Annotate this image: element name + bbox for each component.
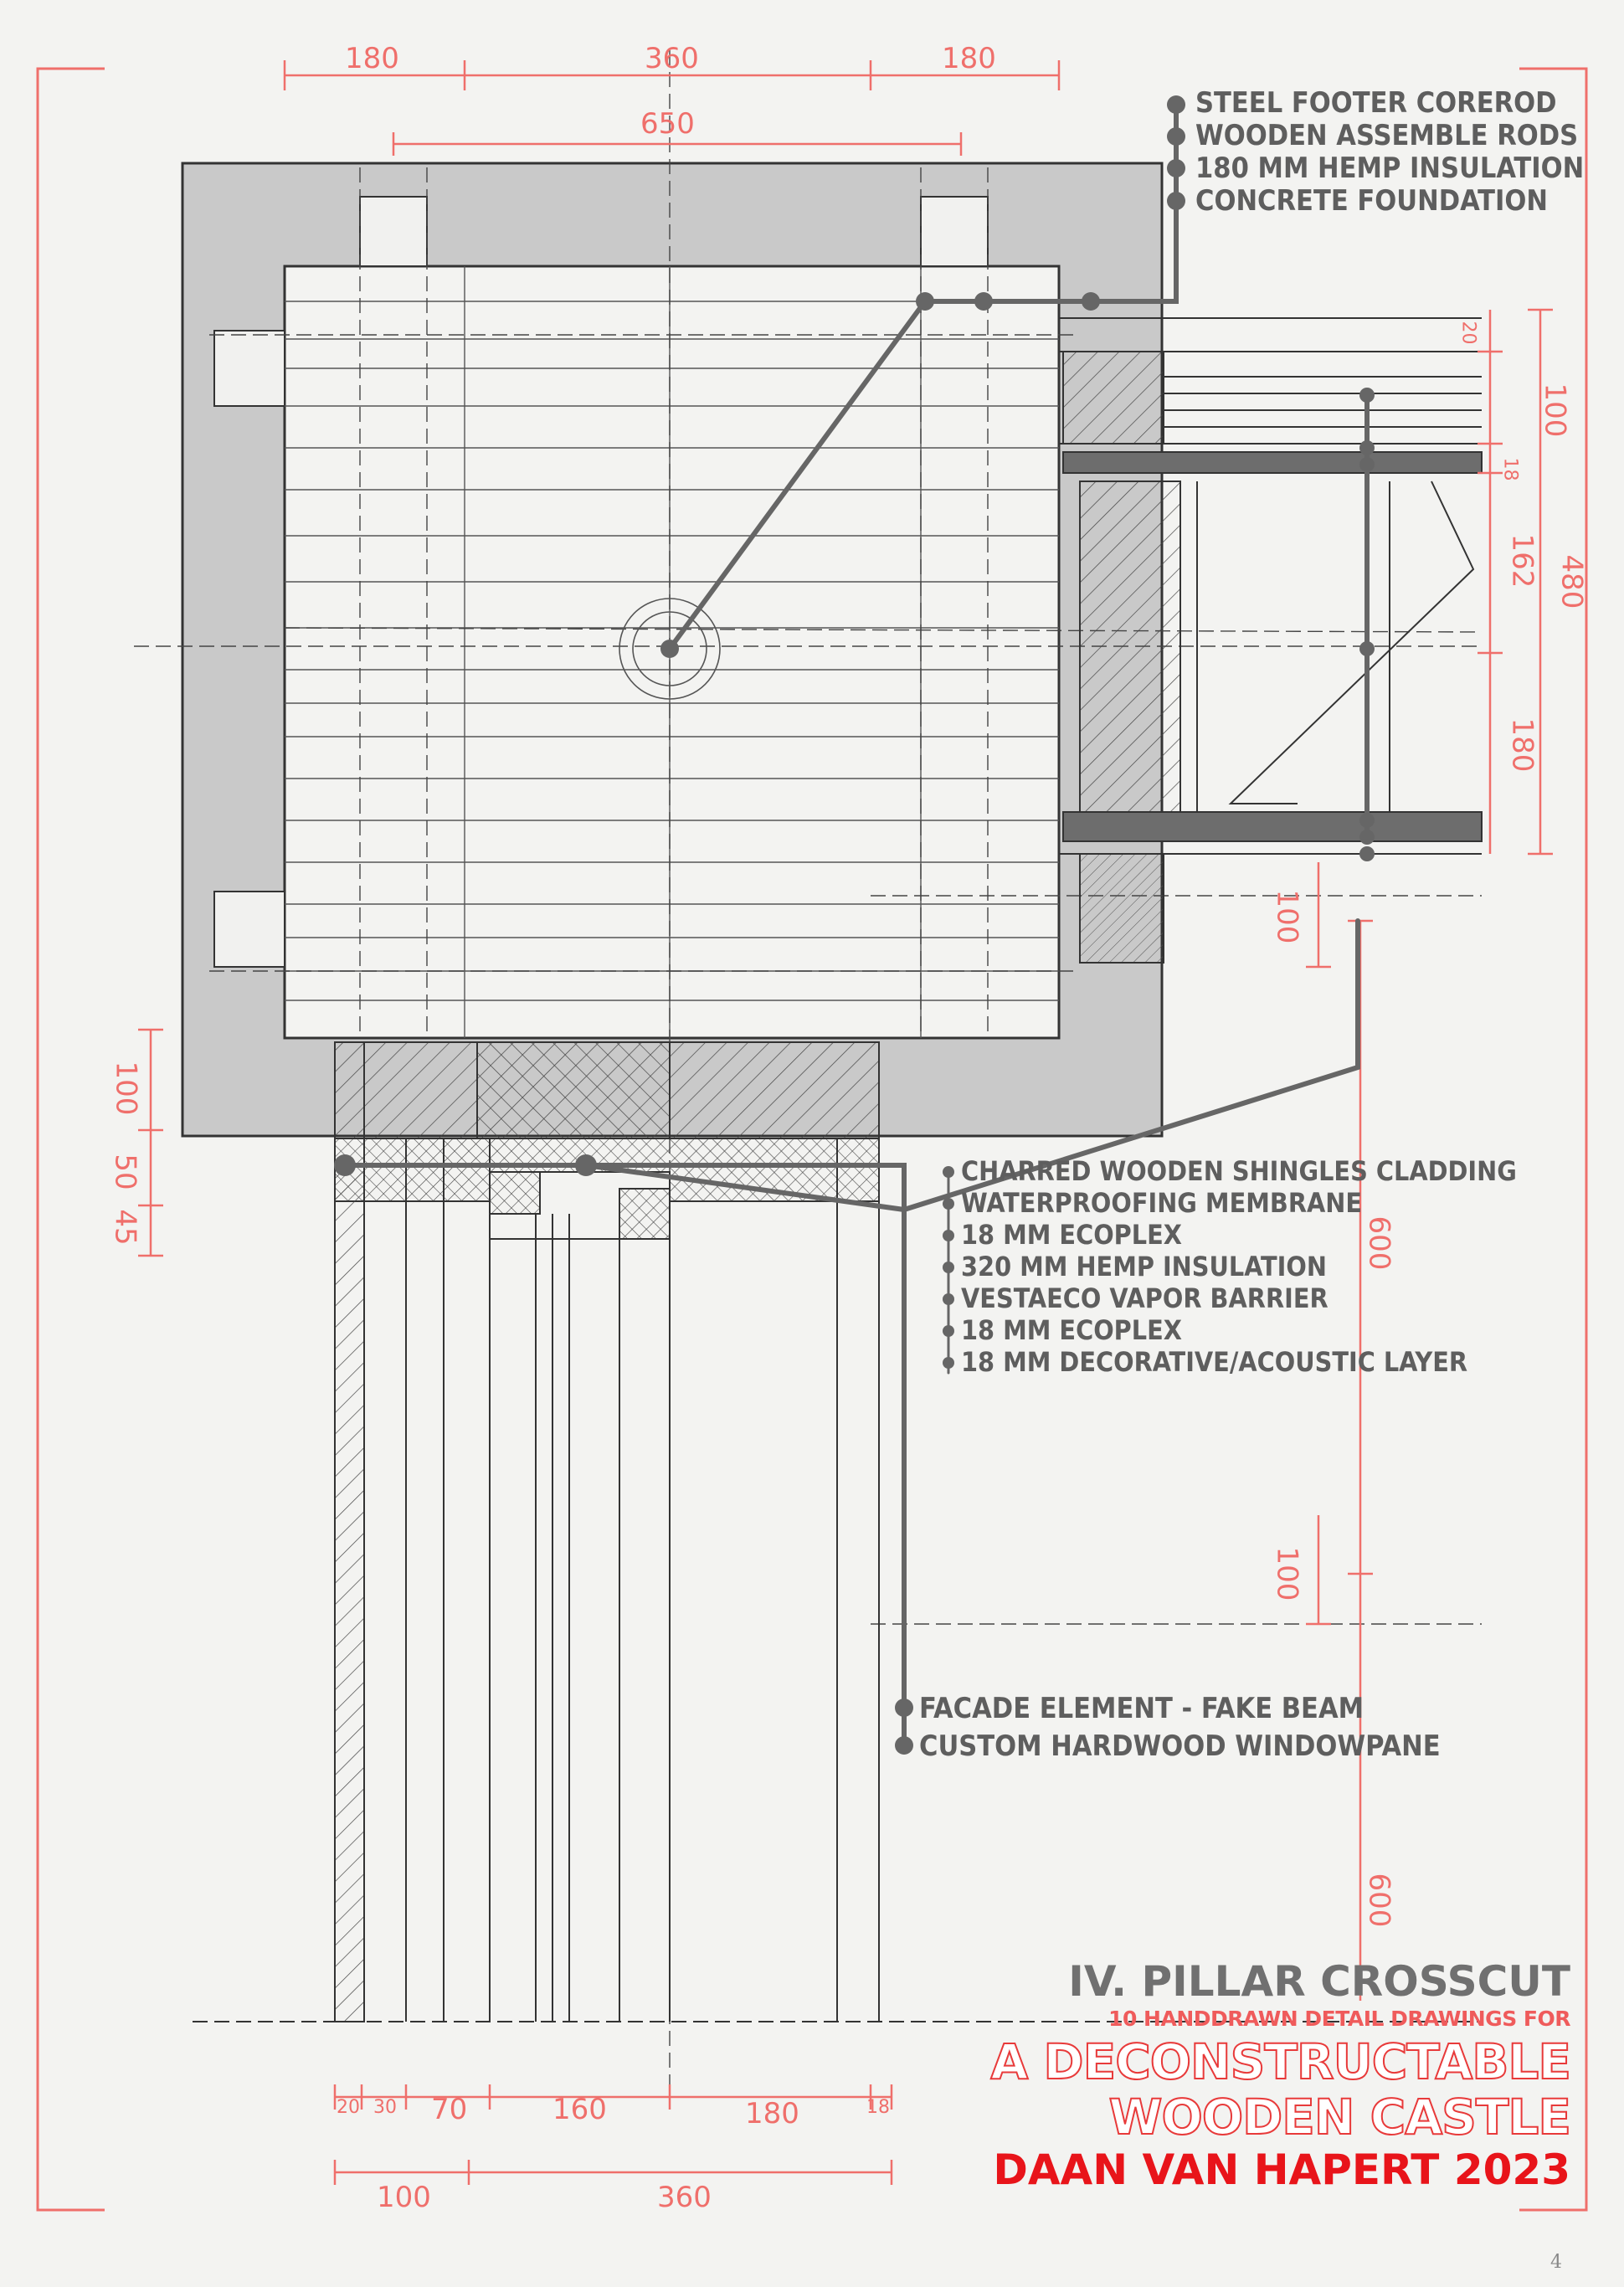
title-block [990,1959,1570,2195]
callout-waterproofing-membrane: WATERPROOFING MEMBRANE [961,1187,1363,1219]
dim-bottom-18: 18 [866,2097,890,2118]
dim-window-100-lower: 100 [1270,1546,1304,1601]
dim-right-18: 18 [1499,457,1521,481]
dim-right-20: 20 [1457,321,1479,345]
callout-hemp-insulation-320: 320 MM HEMP INSULATION [961,1251,1327,1282]
dim-window-600-lower: 600 [1362,1873,1396,1928]
dim-bottom-70: 70 [431,2093,468,2126]
callout-charred-shingles: CHARRED WOODEN SHINGLES CLADDING [961,1155,1517,1187]
callout-vapor-barrier: VESTAECO VAPOR BARRIER [961,1282,1328,1314]
dim-window-600-upper: 600 [1362,1215,1396,1271]
drawing-title: IV. PILLAR CROSSCUT [1068,1957,1570,2006]
wall-section [1059,318,1482,963]
dim-right-100: 100 [1538,383,1572,438]
callout-steel-footer-corerod: STEEL FOOTER COREROD [1195,86,1557,120]
dim-bottom-20: 20 [337,2097,360,2118]
dim-window-100-upper: 100 [1270,889,1304,944]
callout-wooden-assemble-rods: WOODEN ASSEMBLE RODS [1195,119,1579,152]
dim-bottom-total-100: 100 [377,2181,431,2214]
project-title-line2: WOODEN CASTLE [1108,2089,1570,2146]
dim-left-50: 50 [108,1154,142,1190]
callout-hemp-insulation-180: 180 MM HEMP INSULATION [1195,152,1585,185]
dim-right-180: 180 [1505,717,1539,773]
callout-facade-fake-beam: FACADE ELEMENT - FAKE BEAM [919,1692,1364,1725]
dim-bottom-total-360: 360 [657,2181,712,2214]
dim-bottom-160: 160 [552,2093,607,2126]
drawing-subtitle: 10 HANDDRAWN DETAIL DRAWINGS FOR [1108,2007,1570,2031]
dim-left-100: 100 [109,1061,143,1116]
dim-top-right: 180 [942,42,996,75]
dim-top-inner: 650 [640,107,695,141]
dim-top-left: 180 [345,42,399,75]
dim-bottom-30: 30 [373,2097,397,2118]
page-number: 4 [1550,2252,1562,2273]
callout-concrete-foundation: CONCRETE FOUNDATION [1195,184,1548,218]
dim-bottom-180: 180 [745,2097,799,2130]
dim-right-162: 162 [1505,533,1539,588]
callout-ecoplex-inner: 18 MM ECOPLEX [961,1314,1182,1346]
dim-right-480: 480 [1555,554,1589,609]
callout-hardwood-windowpane: CUSTOM HARDWOOD WINDOWPANE [919,1729,1441,1763]
callout-ecoplex-outer: 18 MM ECOPLEX [961,1219,1182,1251]
author-credit: DAAN VAN HAPERT 2023 [993,2146,1570,2194]
project-title-line1: A DECONSTRUCTABLE [990,2033,1570,2090]
dim-left-45: 45 [108,1209,142,1246]
callout-decorative-layer: 18 MM DECORATIVE/ACOUSTIC LAYER [961,1346,1468,1378]
dim-top-middle: 360 [645,42,699,75]
